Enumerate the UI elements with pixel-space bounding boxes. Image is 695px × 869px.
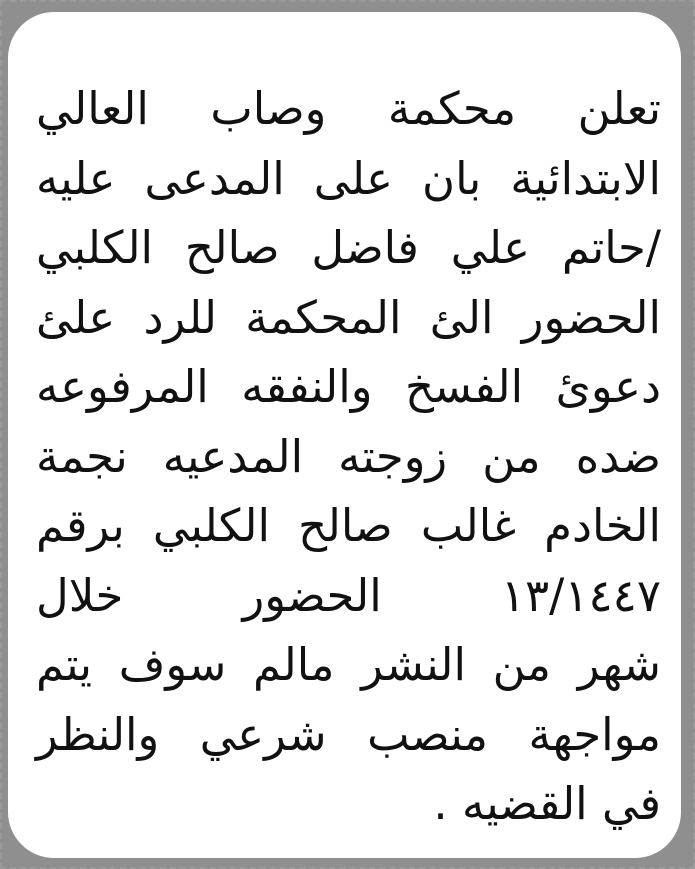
notice-line: مواجهة منصب شرعي والنظر <box>36 707 661 761</box>
notice-line: الخادم غالب صالح الكلبي برقم <box>36 499 661 552</box>
notice-line: دعوئ الفسخ والنفقه المرفوعه <box>36 360 661 413</box>
notice-line: الابتدائية بان على المدعى عليه <box>36 151 661 205</box>
notice-line: الحضور الئ المحكمة للرد علئ <box>36 290 661 344</box>
notice-line: ضده من زوجته المدعيه نجمة <box>36 429 661 483</box>
notice-line: شهر من النشر مالم سوف يتم <box>36 638 661 691</box>
notice-card <box>8 12 681 858</box>
notice-line: في القضيه . <box>433 777 661 830</box>
court-notice-text <box>36 74 661 839</box>
notice-line: ١٣/١٤٤٧ الحضور خلال <box>36 568 661 622</box>
notice-line: تعلن محكمة وصاب العالي <box>36 82 661 135</box>
notice-line: /حاتم علي فاضل صالح الكلبي <box>36 221 661 274</box>
